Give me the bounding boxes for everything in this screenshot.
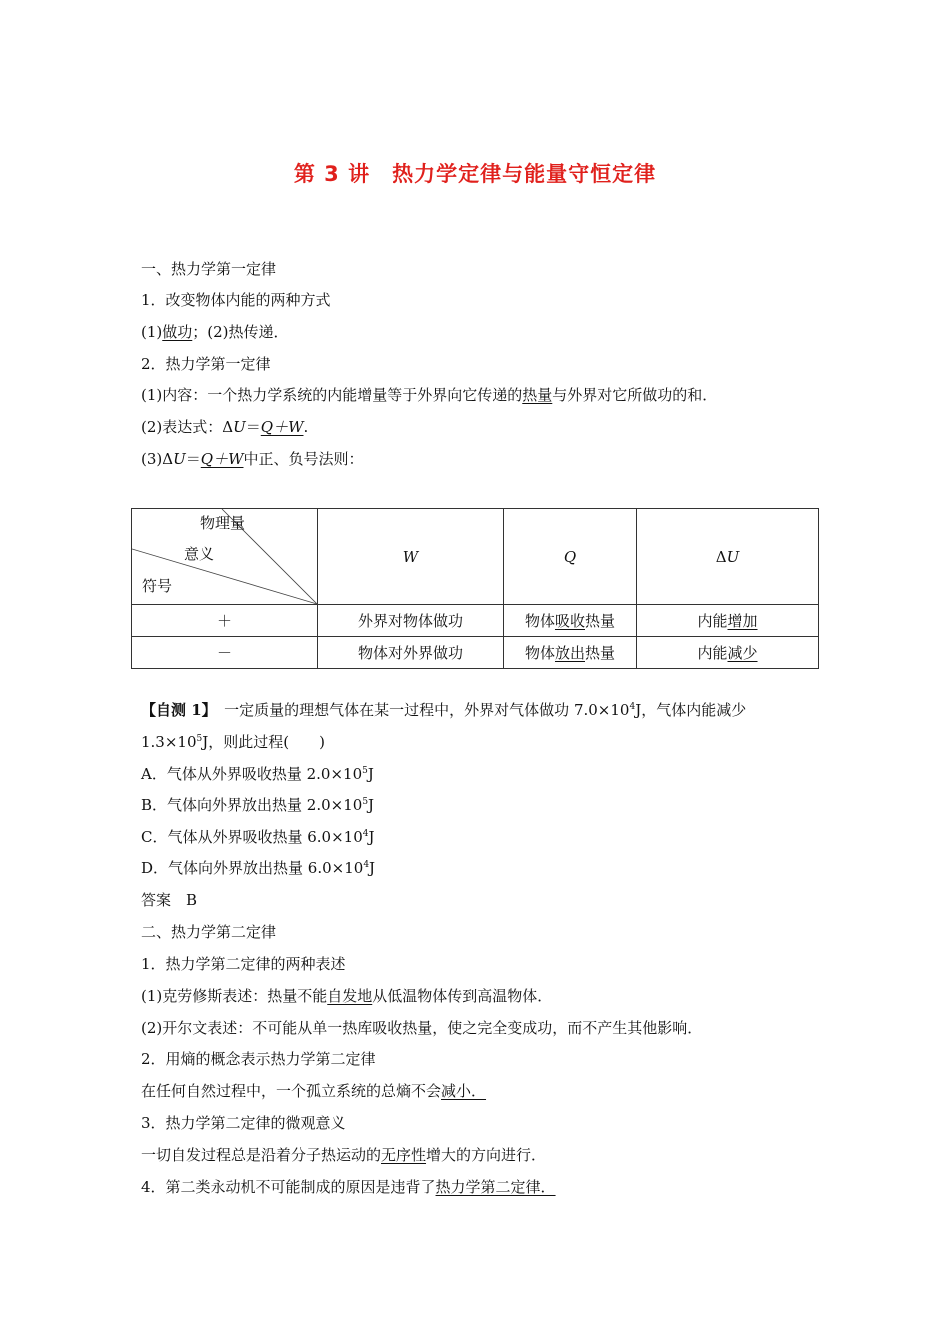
answer-blank: 热力学第二定律． bbox=[435, 1178, 556, 1196]
header-quantity: 物理量 bbox=[200, 514, 246, 532]
text: 一切自发过程总是沿着分子热运动的 bbox=[141, 1146, 382, 1164]
text: 增大的方向进行． bbox=[426, 1146, 547, 1164]
page-title: 第 3 讲 热力学定律与能量守恒定律 bbox=[293, 162, 657, 186]
sign-rule-table bbox=[131, 508, 819, 669]
section1-content bbox=[141, 385, 717, 405]
table-header-row bbox=[132, 509, 819, 605]
exponent: 4 bbox=[362, 829, 369, 839]
text: . bbox=[303, 418, 309, 436]
answer-blank: 减少 bbox=[727, 644, 758, 662]
text: 在任何自然过程中，一个孤立系统的总熵不会 bbox=[141, 1082, 442, 1100]
exponent: 5 bbox=[362, 766, 368, 776]
text: 热量 bbox=[585, 612, 616, 630]
text: A．气体从外界吸收热量 2.0×10 bbox=[141, 765, 363, 783]
section1-sign-rule bbox=[141, 449, 364, 469]
col-delta-u bbox=[637, 509, 819, 605]
q-cell bbox=[504, 637, 637, 669]
text: ＝ bbox=[185, 450, 201, 468]
text: (2)表达式：Δ bbox=[141, 418, 234, 436]
header-sign: 符号 bbox=[142, 577, 173, 595]
exponent: 4 bbox=[629, 702, 636, 712]
micro-statement bbox=[141, 1145, 546, 1165]
text: 中正、负号法则： bbox=[243, 450, 364, 468]
text: 物体 bbox=[524, 644, 555, 662]
answer-blank: 增加 bbox=[727, 612, 758, 630]
symbol: U bbox=[173, 450, 186, 468]
text: J，则此过程( ) bbox=[202, 733, 325, 751]
text: J，气体内能减少 bbox=[635, 701, 747, 719]
diagonal-header-cell bbox=[132, 509, 318, 605]
sign-cell: － bbox=[132, 637, 318, 669]
header-meaning: 意义 bbox=[184, 545, 215, 563]
option-a bbox=[141, 764, 374, 784]
w-cell: 外界对物体做功 bbox=[318, 605, 504, 637]
table-row bbox=[132, 637, 819, 669]
answer-blank: 减小． bbox=[441, 1082, 487, 1100]
text: Δ bbox=[715, 547, 727, 566]
text: 内能 bbox=[697, 612, 728, 630]
kelvin-statement: (2)开尔文表述：不可能从单一热库吸收热量，使之完全变成功，而不产生其他影响． bbox=[141, 1019, 703, 1037]
section2-heading: 二、热力学第二定律 bbox=[141, 923, 277, 941]
text: 一定质量的理想气体在某一过程中，外界对气体做功 7.0×10 bbox=[209, 701, 630, 719]
section2-item4 bbox=[141, 1177, 556, 1197]
text: 物体 bbox=[524, 612, 555, 630]
table-row bbox=[132, 605, 819, 637]
text: (3)Δ bbox=[141, 450, 174, 468]
q-cell bbox=[504, 605, 637, 637]
answer-blank: 吸收 bbox=[554, 612, 585, 630]
answer-blank: 做功 bbox=[162, 323, 193, 341]
answer-blank: 无序性 bbox=[381, 1146, 427, 1164]
answer-blank: 热量 bbox=[522, 386, 553, 404]
text: (1)克劳修斯表述：热量不能 bbox=[141, 987, 328, 1005]
text: ；(2)热传递． bbox=[192, 323, 289, 341]
u-cell bbox=[637, 637, 819, 669]
section2-item1: 1．热力学第二定律的两种表述 bbox=[141, 955, 346, 973]
answer-blank: 自发地 bbox=[327, 987, 373, 1005]
col-q: Q bbox=[504, 509, 637, 605]
answer-blank: 放出 bbox=[554, 644, 585, 662]
unit: J bbox=[368, 796, 375, 814]
symbol: U bbox=[726, 547, 740, 566]
selftest-stem-line1 bbox=[141, 700, 746, 720]
answer-blank: Q＋W bbox=[200, 450, 244, 468]
section2-item3: 3．热力学第二定律的微观意义 bbox=[141, 1114, 346, 1132]
w-cell: 物体对外界做功 bbox=[318, 637, 504, 669]
entropy-statement bbox=[141, 1081, 486, 1101]
sign-cell: ＋ bbox=[132, 605, 318, 637]
exponent: 4 bbox=[363, 860, 370, 870]
symbol: U bbox=[233, 418, 246, 436]
col-w: W bbox=[318, 509, 504, 605]
answer-blank: Q＋W bbox=[260, 418, 304, 436]
option-d bbox=[141, 858, 375, 878]
section1-item1: 1．改变物体内能的两种方式 bbox=[141, 291, 331, 309]
text: 内能 bbox=[697, 644, 728, 662]
text: 与外界对它所做功的和． bbox=[552, 386, 718, 404]
text: 1.3×10 bbox=[141, 733, 197, 751]
option-b bbox=[141, 795, 374, 815]
text: C．气体从外界吸收热量 6.0×10 bbox=[141, 828, 363, 846]
text: D．气体向外界放出热量 6.0×10 bbox=[141, 859, 364, 877]
selftest-tag: 【自测 1】 bbox=[141, 701, 210, 719]
text: (1)内容：一个热力学系统的内能增量等于外界向它传递的 bbox=[141, 386, 523, 404]
text: 从低温物体传到高温物体． bbox=[372, 987, 553, 1005]
u-cell bbox=[637, 605, 819, 637]
selftest-answer: 答案 B bbox=[141, 891, 198, 909]
text: 4．第二类永动机不可能制成的原因是违背了 bbox=[141, 1178, 436, 1196]
selftest-stem-line2 bbox=[141, 732, 325, 752]
exponent: 5 bbox=[196, 734, 203, 744]
unit: J bbox=[368, 828, 375, 846]
unit: J bbox=[367, 765, 374, 783]
section1-heading: 一、热力学第一定律 bbox=[141, 260, 277, 278]
label: (1) bbox=[141, 323, 163, 341]
section1-item2: 2．热力学第一定律 bbox=[141, 355, 271, 373]
section1-methods bbox=[141, 322, 289, 342]
text: 热量 bbox=[585, 644, 616, 662]
text: B．气体向外界放出热量 2.0×10 bbox=[141, 796, 363, 814]
option-c bbox=[141, 827, 375, 847]
section1-expression bbox=[141, 417, 308, 437]
clausius-statement bbox=[141, 986, 552, 1006]
text: ＝ bbox=[245, 418, 261, 436]
unit: J bbox=[369, 859, 376, 877]
section2-item2: 2．用熵的概念表示热力学第二定律 bbox=[141, 1050, 376, 1068]
exponent: 5 bbox=[362, 797, 369, 807]
